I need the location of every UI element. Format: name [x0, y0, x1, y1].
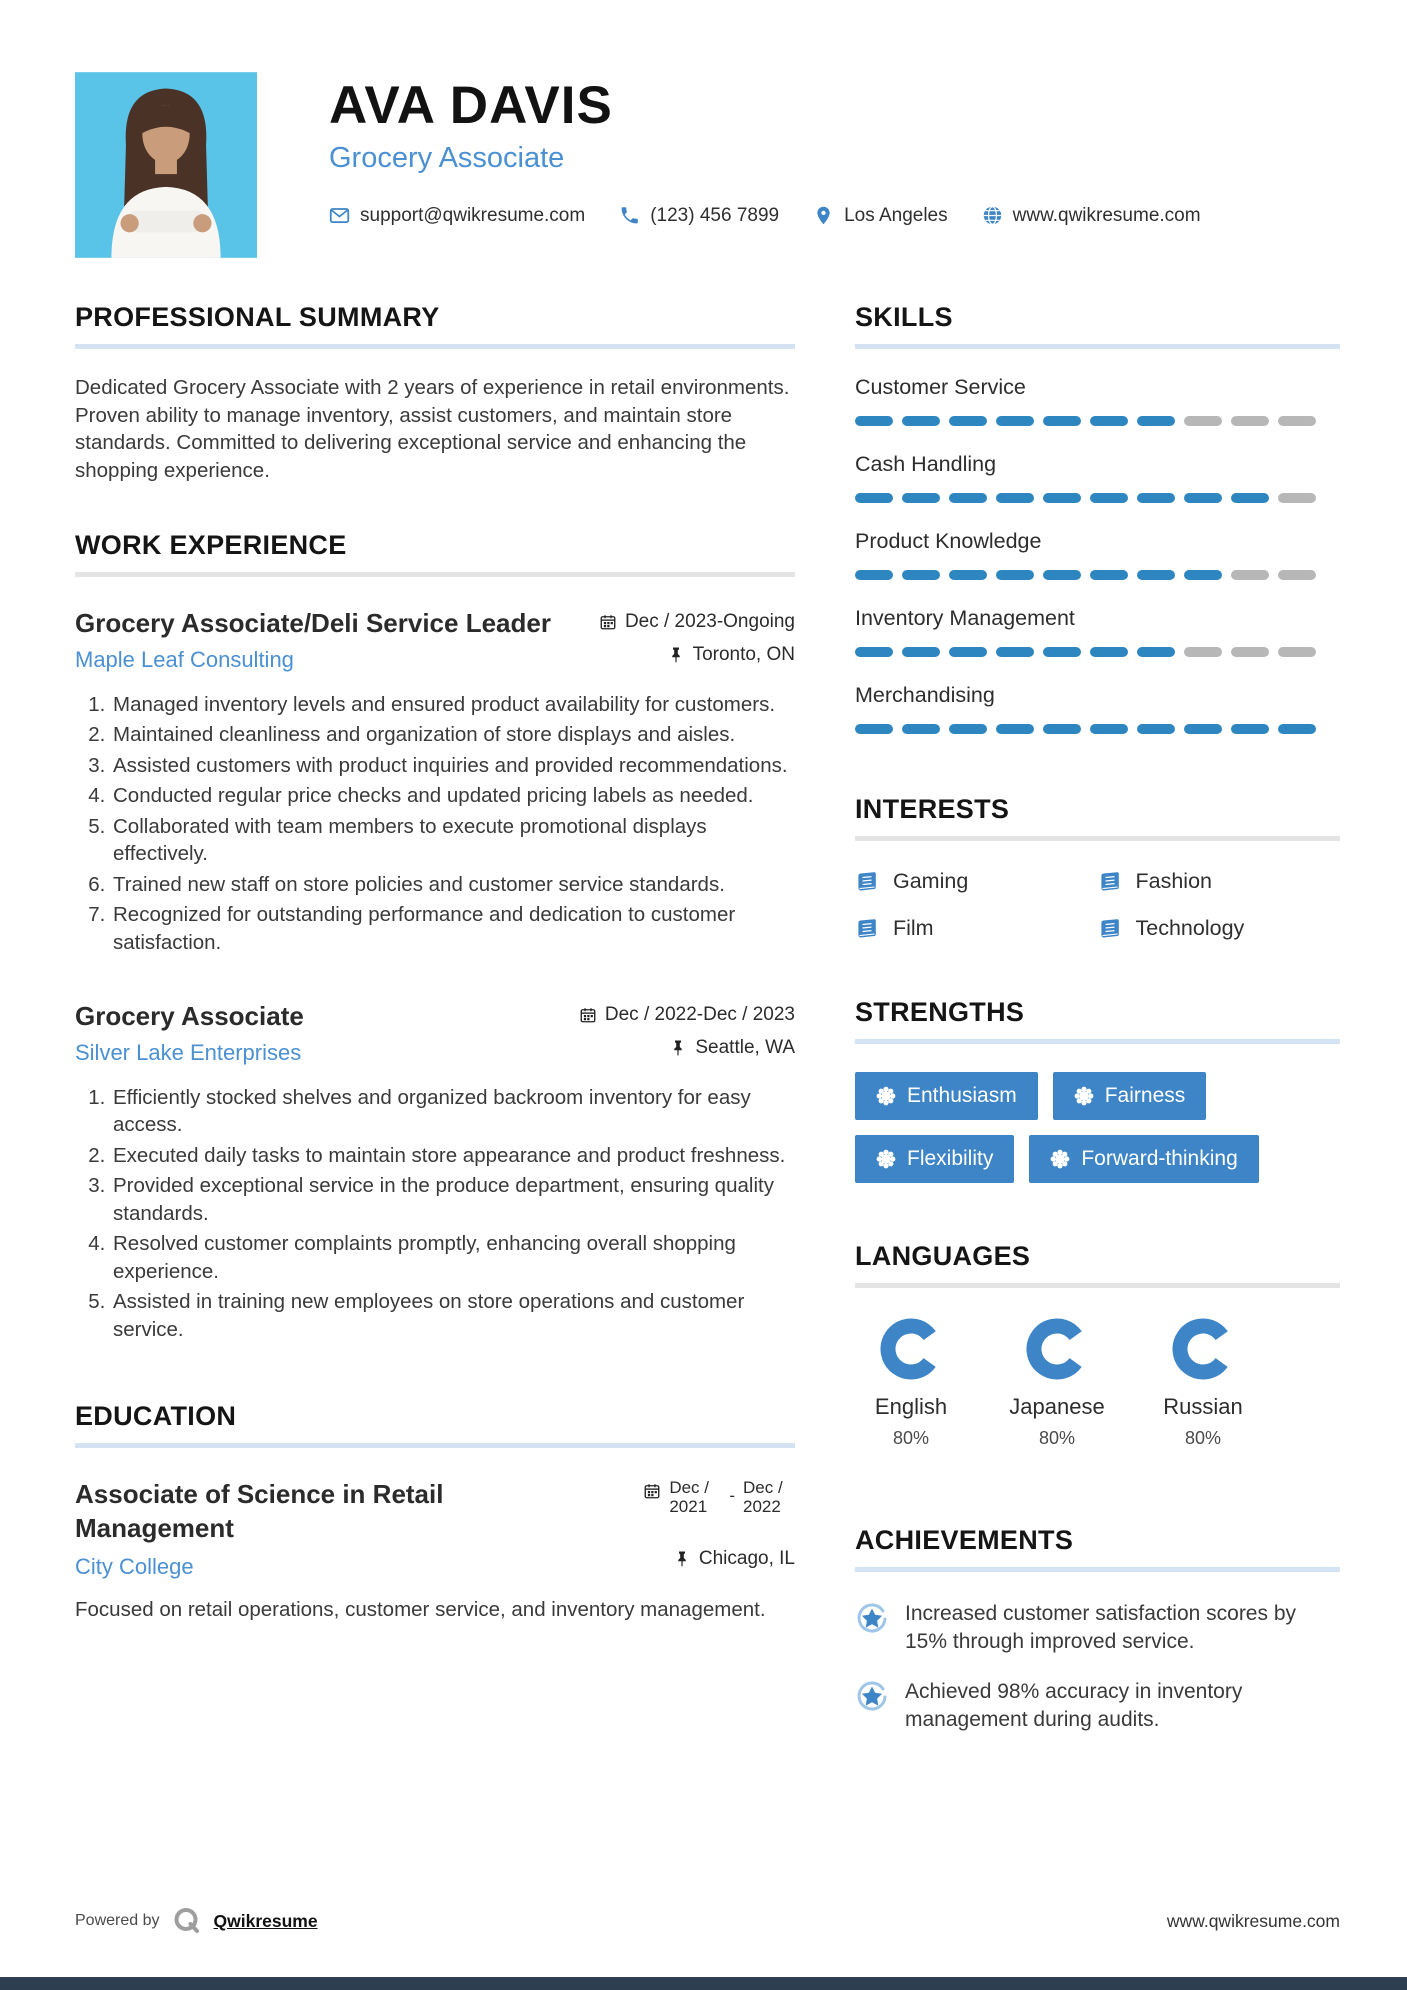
section-underline	[855, 1567, 1340, 1572]
calendar-icon	[599, 613, 617, 631]
job-dates	[599, 611, 795, 633]
skill-bar-segment	[1090, 416, 1128, 426]
job-bullet: 4. Conducted regular price checks and updated pricing labels as needed.	[111, 782, 795, 810]
skill-bar-segment	[1043, 570, 1081, 580]
candidate-job-title: Grocery Associate	[329, 141, 565, 174]
website-value[interactable]: www.qwikresume.com	[1012, 204, 1201, 226]
skill-bar-segment	[1184, 647, 1222, 657]
skill-bar-segment	[1137, 647, 1175, 657]
job-bullet-list	[75, 691, 795, 957]
skill-bar-segment	[1231, 647, 1269, 657]
job-header	[75, 607, 795, 673]
strength-chip	[1053, 1072, 1207, 1120]
calendar-icon	[579, 1006, 597, 1024]
job-bullet: 6. Trained new staff on store policies and customer service standards.	[111, 871, 795, 899]
skill-bar-segment	[902, 647, 940, 657]
header-info	[329, 72, 1201, 227]
summary-text: Dedicated Grocery Associate with 2 years of experience in retail environments. Proven ability to manage inventory, assist customers, and maintain store standards. Committed to delivering exceptional service and enhancing the shopping experience.	[75, 376, 790, 482]
skill-bar-segment	[996, 493, 1034, 503]
education-titles	[75, 1478, 495, 1580]
language-progress-ring	[1172, 1318, 1234, 1380]
language-item	[855, 1318, 967, 1449]
language-percent: 80%	[1038, 1428, 1076, 1448]
achievement-text: Increased customer satisfaction scores by 15% through improved service.	[905, 1602, 1297, 1653]
job-bullet-list	[75, 1084, 795, 1344]
skill-bar-segment	[855, 724, 893, 734]
star-achievement-icon	[855, 1680, 889, 1714]
flower-badge-icon	[1074, 1086, 1094, 1106]
strength-chip	[1029, 1135, 1258, 1183]
job-bullet: 4. Resolved customer complaints promptly, enhancing overall shopping experience.	[111, 1230, 795, 1285]
job-bullet: 3. Provided exceptional service in the produce department, ensuring quality standards.	[111, 1172, 795, 1227]
achievements-heading: ACHIEVEMENTS	[855, 1525, 1074, 1555]
skill-level-bar	[855, 647, 1340, 657]
education-degree: Associate of Science in Retail Management	[75, 1479, 444, 1543]
skill-bar-segment	[1137, 493, 1175, 503]
section-underline	[855, 1039, 1340, 1044]
job-meta	[599, 607, 795, 673]
skill-bar-segment	[1090, 647, 1128, 657]
languages-section	[855, 1241, 1340, 1449]
interests-heading: INTERESTS	[855, 794, 1010, 824]
education-entry	[75, 1478, 795, 1580]
skill-bar-segment	[1278, 570, 1316, 580]
job-location	[579, 1037, 795, 1059]
job-meta	[579, 1000, 795, 1066]
section-underline	[75, 572, 795, 577]
education-school-link: City College	[75, 1553, 194, 1579]
skill-bar-segment	[902, 724, 940, 734]
job-dates-value: Dec / 2023-Ongoing	[624, 611, 795, 632]
pushpin-icon	[673, 1550, 691, 1568]
achievement-item	[855, 1678, 1340, 1734]
skill-bar-segment	[1231, 416, 1269, 426]
calendar-icon	[643, 1482, 661, 1500]
job-company-link: Silver Lake Enterprises	[75, 1039, 302, 1065]
interest-label: Technology	[1135, 916, 1245, 940]
pushpin-icon	[669, 1039, 687, 1057]
job-bullet: 7. Recognized for outstanding performance and dedication to customer satisfaction.	[111, 901, 795, 956]
education-dates	[643, 1478, 795, 1516]
bottom-accent-bar	[0, 1977, 1407, 1990]
contact-location	[813, 205, 948, 227]
job-bullet: 1. Managed inventory levels and ensured product availability for customers.	[111, 691, 795, 719]
globe-icon	[982, 205, 1003, 226]
skill-bar-segment	[855, 647, 893, 657]
skill-bar-segment	[949, 416, 987, 426]
education-location-value: Chicago, IL	[698, 1548, 795, 1569]
strength-chip	[855, 1135, 1014, 1183]
skill-bar-segment	[1278, 416, 1316, 426]
skill-bar-segment	[902, 493, 940, 503]
skill-bar-segment	[949, 493, 987, 503]
section-underline	[75, 1443, 795, 1448]
job-location-value: Seattle, WA	[695, 1037, 795, 1058]
profile-photo	[75, 72, 257, 258]
skill-bar-segment	[1090, 493, 1128, 503]
skill-level-bar	[855, 416, 1340, 426]
job-bullet: 5. Collaborated with team members to execute promotional displays effectively.	[111, 813, 795, 868]
job-bullet: 2. Executed daily tasks to maintain store appearance and product freshness.	[111, 1142, 795, 1170]
skill-bar-segment	[1184, 493, 1222, 503]
strength-label: Enthusiasm	[907, 1084, 1017, 1107]
left-column	[75, 302, 795, 1734]
education-date-end: Dec / 2022	[743, 1478, 783, 1516]
header	[75, 72, 1340, 258]
book-icon	[1098, 870, 1122, 894]
skill-bar-segment	[949, 724, 987, 734]
skill-name: Inventory Management	[855, 606, 1075, 630]
language-item	[1147, 1318, 1259, 1449]
book-icon	[855, 917, 879, 941]
strength-label: Fairness	[1104, 1084, 1186, 1107]
skill-bar-segment	[1043, 724, 1081, 734]
skill-bar-segment	[1278, 493, 1316, 503]
skill-bar-segment	[996, 647, 1034, 657]
section-underline	[855, 344, 1340, 349]
skill-level-bar	[855, 493, 1340, 503]
skill-bar-segment	[1043, 416, 1081, 426]
interest-label: Gaming	[893, 869, 969, 893]
qwikresume-link[interactable]: Qwikresume	[213, 1910, 318, 1931]
contact-row	[329, 205, 1201, 227]
skill-bar-segment	[1137, 416, 1175, 426]
pushpin-icon	[667, 646, 685, 664]
languages-list	[855, 1318, 1340, 1449]
strength-chip	[855, 1072, 1038, 1120]
education-location	[643, 1548, 795, 1570]
skill-bar-segment	[1043, 493, 1081, 503]
location-pin-icon	[813, 205, 834, 226]
book-icon	[1098, 917, 1122, 941]
right-column	[855, 302, 1340, 1734]
skill-bar-segment	[1231, 493, 1269, 503]
skill-name: Customer Service	[855, 375, 1026, 399]
skill-row	[855, 452, 1340, 503]
skill-name: Cash Handling	[855, 452, 997, 476]
skill-bar-segment	[855, 570, 893, 580]
job-dates-value: Dec / 2022-Dec / 2023	[604, 1004, 795, 1025]
skill-row	[855, 606, 1340, 657]
interest-item	[1098, 869, 1341, 894]
education-meta	[643, 1478, 795, 1580]
skill-row	[855, 529, 1340, 580]
footer-website[interactable]: www.qwikresume.com	[1166, 1910, 1340, 1931]
skill-bar-segment	[1184, 416, 1222, 426]
education-date-start: Dec / 2021	[669, 1478, 710, 1516]
skill-bar-segment	[949, 647, 987, 657]
skill-bar-segment	[1090, 570, 1128, 580]
email-value[interactable]: support@qwikresume.com	[360, 204, 586, 226]
skill-bar-segment	[1137, 570, 1175, 580]
skill-name: Merchandising	[855, 683, 995, 707]
strength-label: Forward-thinking	[1081, 1147, 1238, 1170]
strengths-section	[855, 997, 1340, 1183]
languages-heading: LANGUAGES	[855, 1241, 1031, 1271]
skill-name: Product Knowledge	[855, 529, 1042, 553]
achievement-item	[855, 1600, 1340, 1656]
achievements-section	[855, 1525, 1340, 1734]
job-title: Grocery Associate/Deli Service Leader	[75, 608, 551, 638]
interest-item	[855, 916, 1098, 941]
job-entry	[75, 607, 795, 956]
language-percent: 80%	[1184, 1428, 1222, 1448]
section-underline	[75, 344, 795, 349]
education-section	[75, 1401, 795, 1623]
interests-section	[855, 794, 1340, 941]
education-date-separator: -	[729, 1486, 735, 1505]
skill-bar-segment	[996, 724, 1034, 734]
profile-photo-illustration	[75, 72, 257, 258]
achievements-list	[855, 1600, 1340, 1734]
star-achievement-icon	[855, 1602, 889, 1636]
skill-bar-segment	[996, 416, 1034, 426]
phone-value: (123) 456 7899	[650, 204, 780, 226]
skill-bar-segment	[1231, 570, 1269, 580]
powered-by-label: Powered by	[75, 1912, 160, 1929]
language-name: English	[874, 1394, 948, 1419]
job-title: Grocery Associate	[75, 1001, 304, 1031]
skill-bar-segment	[902, 570, 940, 580]
skills-section	[855, 302, 1340, 734]
language-item	[1001, 1318, 1113, 1449]
job-dates	[579, 1004, 795, 1026]
language-name: Russian	[1163, 1394, 1243, 1419]
job-titles	[75, 607, 599, 673]
email-icon	[329, 205, 350, 226]
interests-grid	[855, 869, 1340, 941]
skill-row	[855, 683, 1340, 734]
language-name: Japanese	[1009, 1394, 1105, 1419]
footer	[75, 1906, 1340, 1936]
job-company-link: Maple Leaf Consulting	[75, 646, 294, 672]
interest-item	[1098, 916, 1341, 941]
location-value: Los Angeles	[844, 204, 948, 226]
main-columns	[75, 302, 1340, 1734]
flower-badge-icon	[876, 1149, 896, 1169]
work-experience-heading: WORK EXPERIENCE	[75, 530, 347, 560]
flower-badge-icon	[1050, 1149, 1070, 1169]
contact-website	[982, 205, 1201, 227]
skill-bar-segment	[1090, 724, 1128, 734]
skill-bar-segment	[1278, 647, 1316, 657]
job-header	[75, 1000, 795, 1066]
summary-section	[75, 302, 795, 484]
section-underline	[855, 836, 1340, 841]
language-percent: 80%	[892, 1428, 930, 1448]
job-location	[599, 644, 795, 666]
strength-label: Flexibility	[907, 1147, 994, 1170]
skill-bar-segment	[855, 493, 893, 503]
skills-heading: SKILLS	[855, 302, 953, 332]
skill-bar-segment	[1043, 647, 1081, 657]
interest-label: Film	[893, 916, 934, 940]
qwikresume-logo	[172, 1906, 202, 1936]
candidate-name: AVA DAVIS	[329, 76, 613, 135]
skill-bar-segment	[1137, 724, 1175, 734]
interest-label: Fashion	[1135, 869, 1212, 893]
strengths-heading: STRENGTHS	[855, 997, 1025, 1027]
job-entry	[75, 1000, 795, 1343]
skill-bar-segment	[855, 416, 893, 426]
job-bullet: 5. Assisted in training new employees on store operations and customer service.	[111, 1288, 795, 1343]
education-description: Focused on retail operations, customer service, and inventory management.	[75, 1597, 766, 1621]
education-heading: EDUCATION	[75, 1401, 237, 1431]
section-underline	[855, 1283, 1340, 1288]
achievement-text: Achieved 98% accuracy in inventory management during audits.	[905, 1680, 1243, 1731]
skill-bar-segment	[1278, 724, 1316, 734]
book-icon	[855, 870, 879, 894]
skill-bar-segment	[996, 570, 1034, 580]
strength-chips	[855, 1072, 1340, 1183]
skill-bar-segment	[1184, 724, 1222, 734]
skill-bar-segment	[1184, 570, 1222, 580]
job-bullet: 1. Efficiently stocked shelves and organized backroom inventory for easy access.	[111, 1084, 795, 1139]
skill-bar-segment	[1231, 724, 1269, 734]
job-location-value: Toronto, ON	[692, 644, 795, 665]
contact-phone	[619, 205, 779, 227]
skill-bar-segment	[949, 570, 987, 580]
flower-badge-icon	[876, 1086, 896, 1106]
skill-level-bar	[855, 570, 1340, 580]
job-titles	[75, 1000, 579, 1066]
job-bullet: 3. Assisted customers with product inquiries and provided recommendations.	[111, 752, 795, 780]
powered-by	[75, 1906, 318, 1936]
contact-email	[329, 205, 585, 227]
language-progress-ring	[1026, 1318, 1088, 1380]
work-experience-section	[75, 530, 795, 1343]
skill-bar-segment	[902, 416, 940, 426]
phone-icon	[619, 205, 640, 226]
skill-row	[855, 375, 1340, 426]
language-progress-ring	[880, 1318, 942, 1380]
summary-heading: PROFESSIONAL SUMMARY	[75, 302, 440, 332]
job-bullet: 2. Maintained cleanliness and organization of store displays and aisles.	[111, 721, 795, 749]
interest-item	[855, 869, 1098, 894]
skill-level-bar	[855, 724, 1340, 734]
